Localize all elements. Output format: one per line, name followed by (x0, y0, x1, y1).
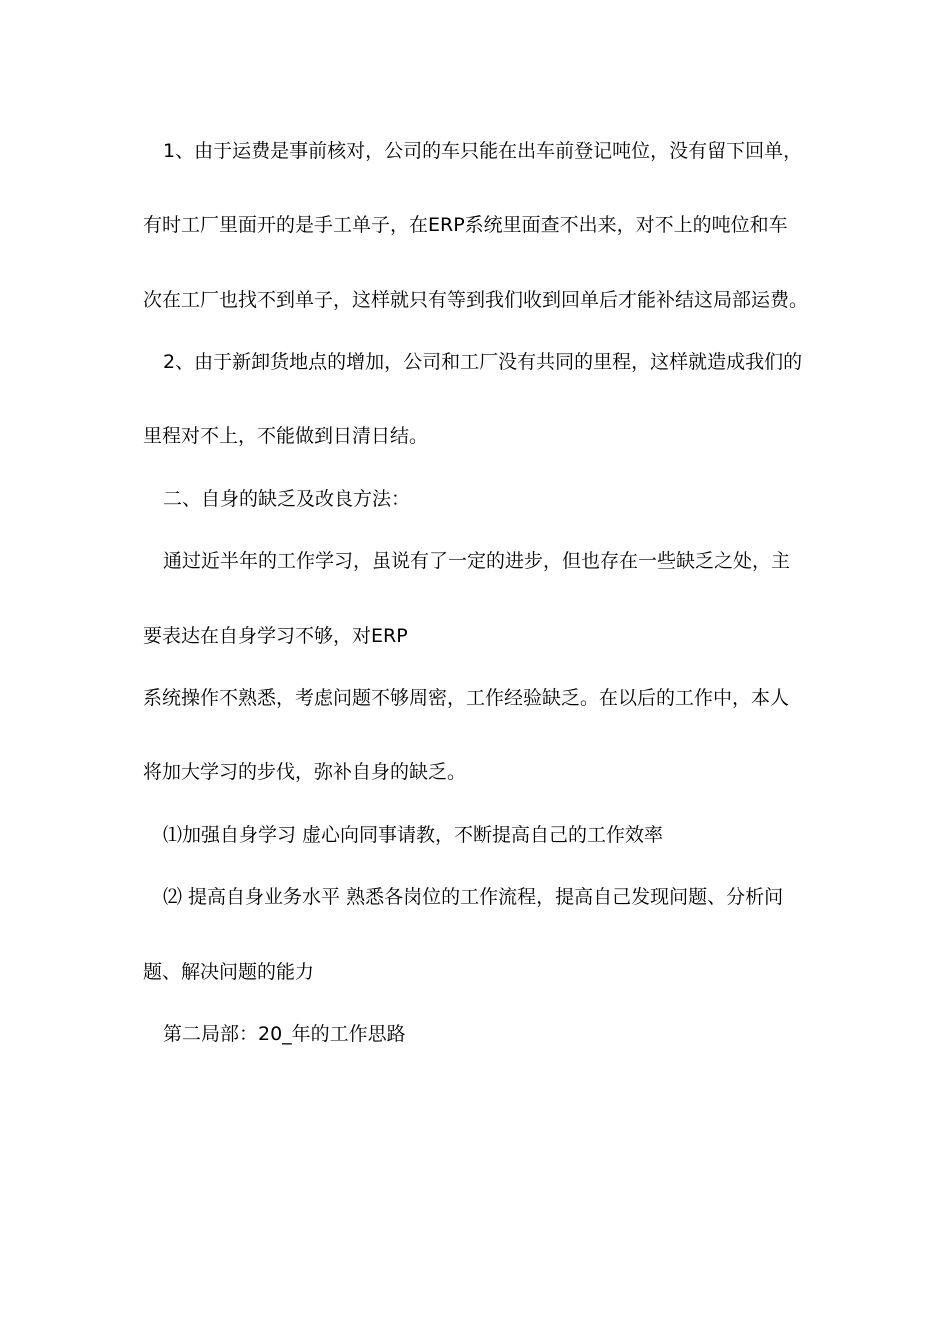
paragraph-line: 通过近半年的工作学习，虽说有了一定的进步，但也存在一些缺乏之处，主 (163, 550, 791, 572)
list-item: ⑴加强自身学习 虚心向同事请教，不断提高自己的工作效率 (163, 824, 664, 846)
paragraph-line: 系统操作不熟悉，考虑问题不够周密，工作经验缺乏。在以后的工作中，本人 (143, 687, 790, 709)
list-item: ⑵ 提高自身业务水平 熟悉各岗位的工作流程，提高自己发现问题、分析问 (163, 886, 784, 908)
section-heading: 二、自身的缺乏及改良方法： (163, 488, 411, 510)
paragraph-line: 有时工厂里面开的是手工单子，在ERP系统里面查不出来，对不上的吨位和车 (143, 214, 788, 236)
paragraph-line: 要表达在自身学习不够，对ERP (143, 625, 408, 647)
paragraph-line: 1、由于运费是事前核对，公司的车只能在出车前登记吨位，没有留下回单， (163, 140, 803, 162)
paragraph-line: 次在工厂也找不到单子，这样就只有等到我们收到回单后才能补结这局部运费。 (143, 289, 809, 311)
paragraph-line: 2、由于新卸货地点的增加，公司和工厂没有共同的里程，这样就造成我们的 (163, 351, 803, 373)
paragraph-line: 里程对不上，不能做到日清日结。 (143, 425, 429, 447)
paragraph-line: 题、解决问题的能力 (143, 961, 315, 983)
paragraph-line: 将加大学习的步伐，弥补自身的缺乏。 (143, 761, 467, 783)
section-heading: 第二局部：20_年的工作思路 (163, 1023, 406, 1045)
